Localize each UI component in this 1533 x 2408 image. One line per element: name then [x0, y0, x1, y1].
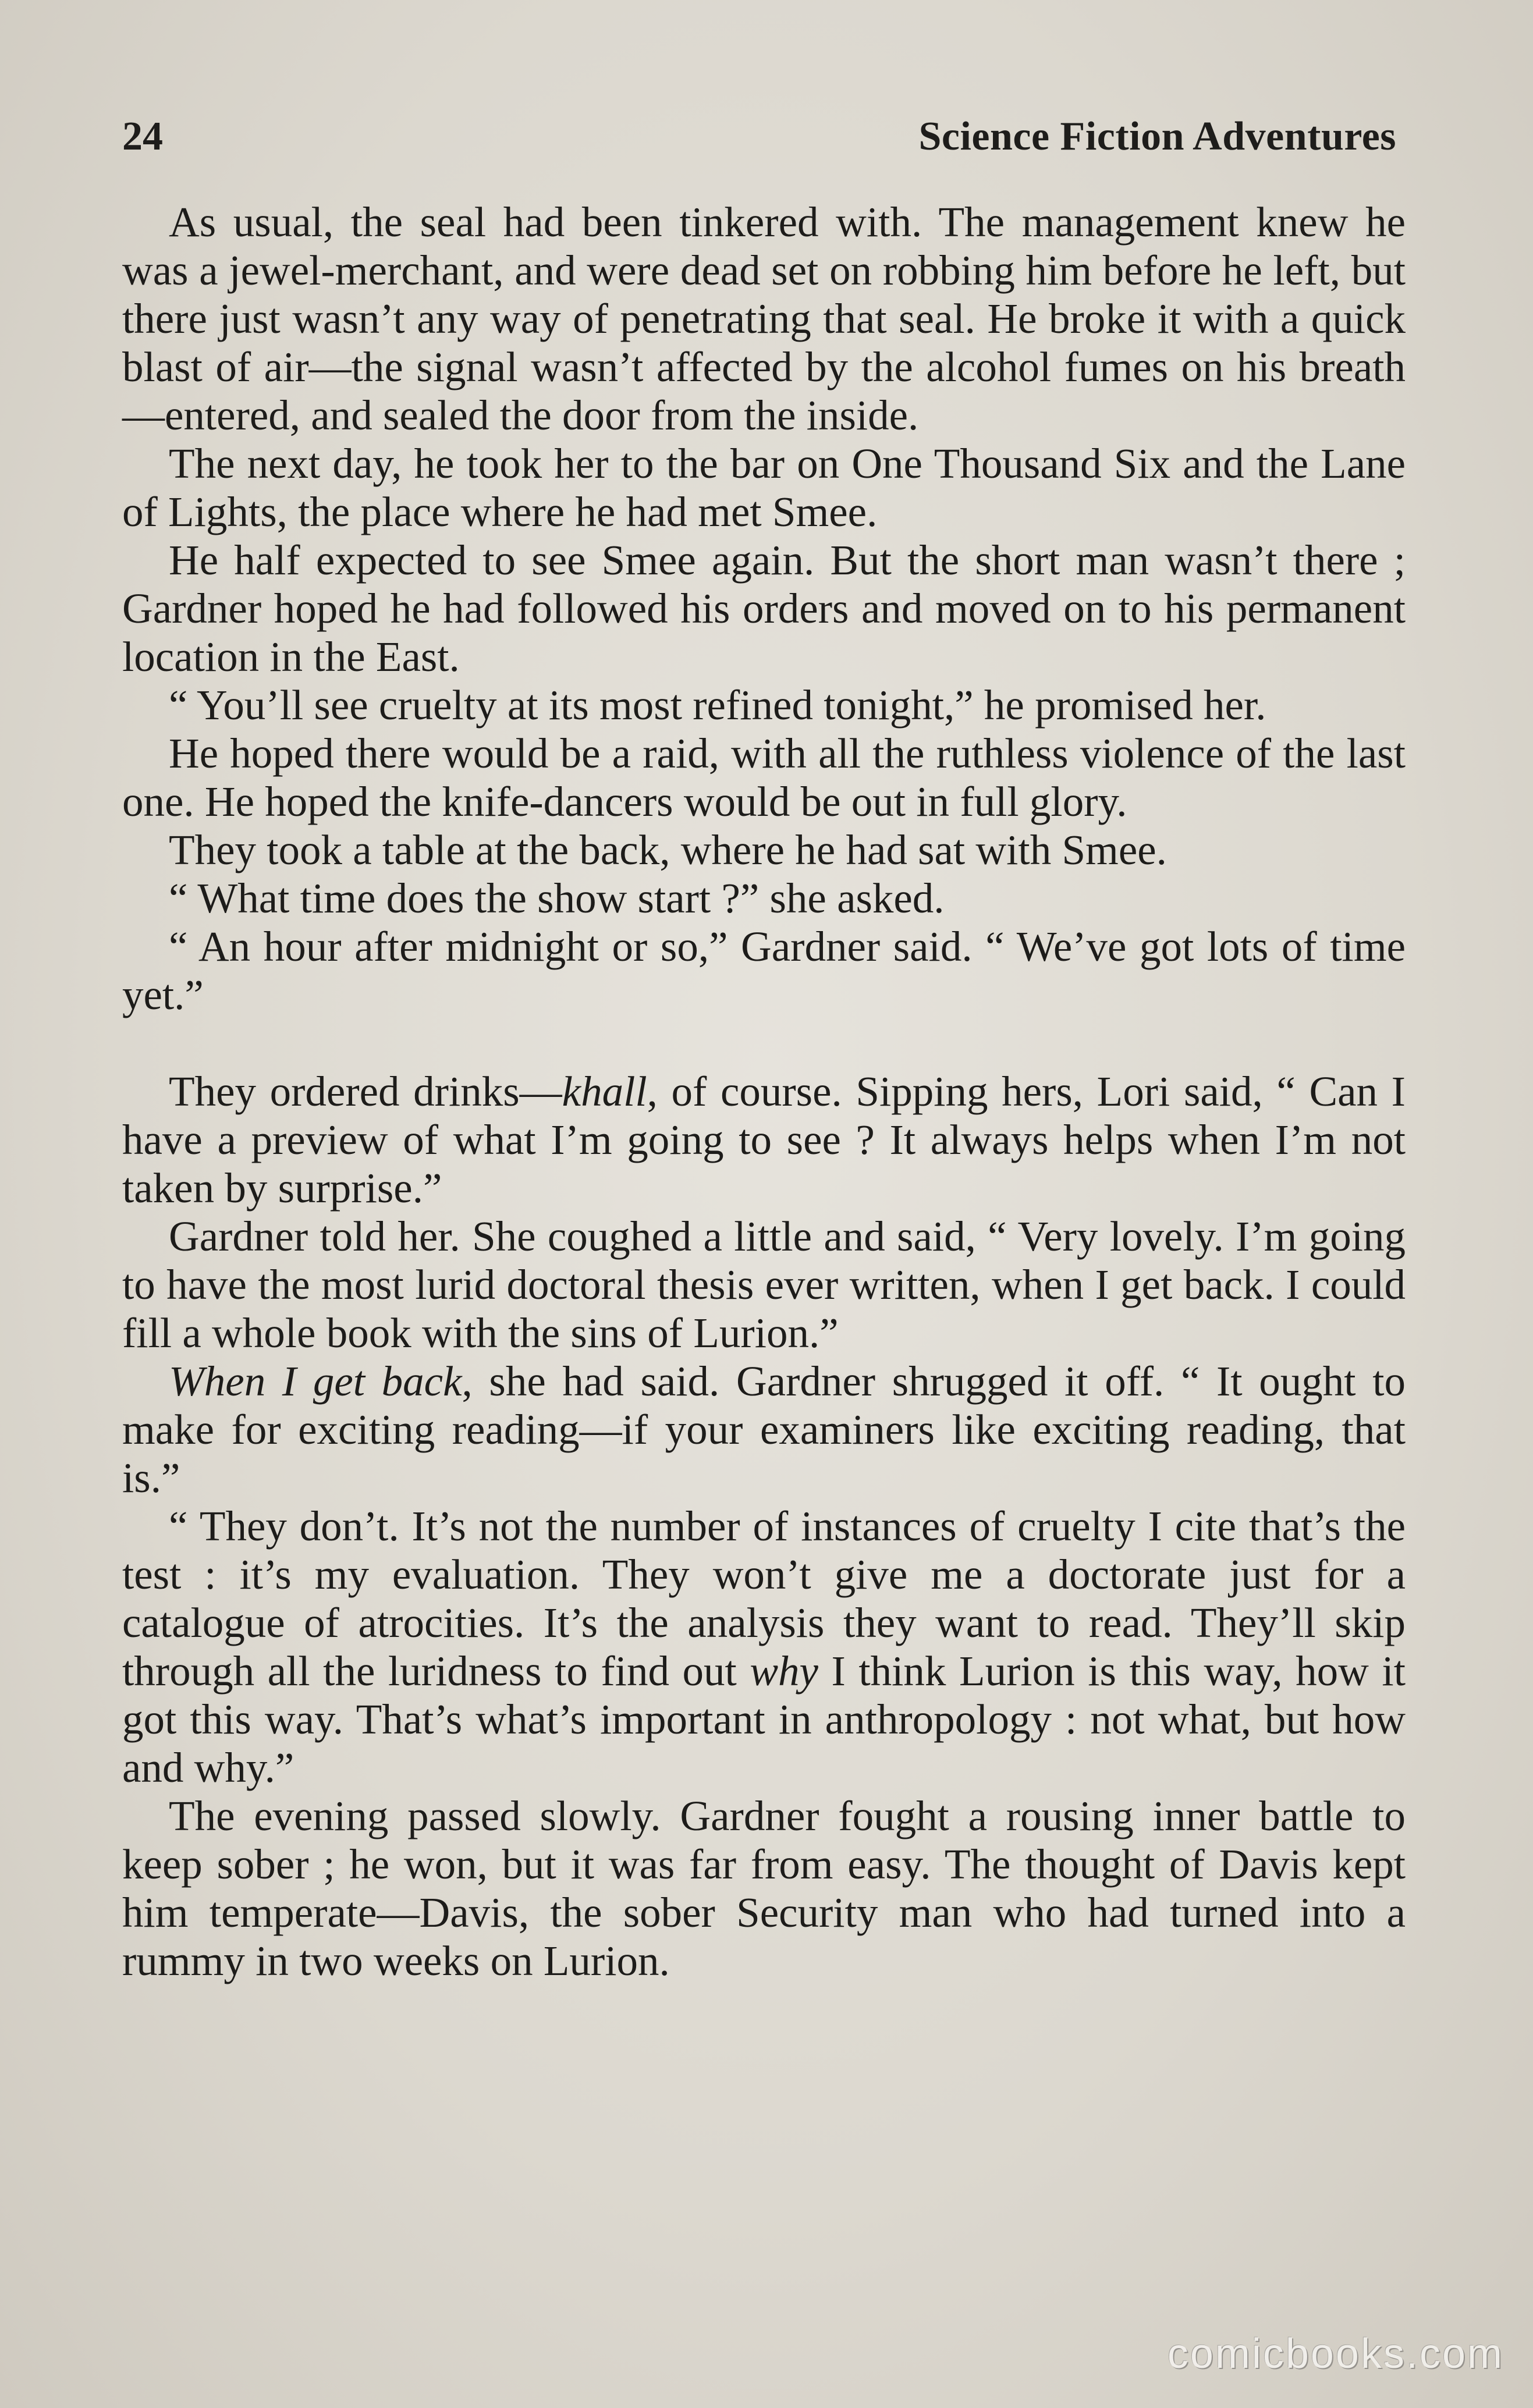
text-run: I think Lurion is this way, how it got this way. That’s what’s important in anthropology : not what, but how and why.”: [122, 1647, 1406, 1791]
paragraph: “ What time does the show start ?” she asked.: [169, 875, 945, 922]
paragraph: “ An hour after midnight or so,” Gardner said. “ We’ve got lots of time yet.”: [122, 923, 1406, 1018]
paragraph: “ You’ll see cruelty at its most refined tonight,” he promised her.: [169, 681, 1266, 729]
story-text: [122, 198, 1406, 1985]
text-run: They ordered drinks—: [169, 1068, 562, 1115]
paragraph: [122, 1357, 1406, 1502]
page-number: 24: [122, 114, 163, 159]
section-break: [122, 1019, 1406, 1067]
watermark: comicbooks.com: [1167, 2331, 1504, 2377]
text-run: , she had said. Gardner shrugged it off. “ It ought to make for exciting reading—if your examiners like exciting reading, that is.”: [122, 1358, 1406, 1501]
running-head: Science Fiction Adventures: [918, 114, 1396, 159]
paragraph: Gardner told her. She coughed a little and said, “ Very lovely. I’m going to have the most lurid doctoral thesis ever written, when I get back. I could fill a whole book with the sins of Lurion.”: [122, 1213, 1406, 1356]
italic-text: When I get back: [169, 1358, 462, 1405]
paragraph: [122, 1067, 1406, 1212]
paragraph: As usual, the seal had been tinkered with. The management knew he was a jewel-merchant, and were dead set on robbing him before he left, but there just wasn’t any way of penetrating that seal. He broke it with a quick blast of air—the signal wasn’t affected by the alcohol fumes on his breath—entered, and sealed the door from the inside.: [122, 198, 1406, 439]
paragraph: He half expected to see Smee again. But the short man wasn’t there ; Gardner hoped he had followed his orders and moved on to his permanent location in the East.: [122, 537, 1406, 680]
paragraph: They took a table at the back, where he had sat with Smee.: [169, 826, 1167, 873]
italic-text: why: [750, 1647, 818, 1695]
italic-text: khall: [562, 1068, 647, 1115]
paragraph: The evening passed slowly. Gardner fought a rousing inner battle to keep sober ; he won, but it was far from easy. The thought of Davis kept him temperate—Davis, the sober Security man who had turned into a rummy in two weeks on Lurion.: [122, 1792, 1406, 1984]
paragraph: He hoped there would be a raid, with all the ruthless violence of the last one. He hoped the knife-dancers would be out in full glory.: [122, 730, 1406, 825]
paragraph: [122, 1502, 1406, 1792]
text-run: , of course. Sipping hers, Lori said, “ Can I have a preview of what I’m going to see ? It always helps when I’m not taken by surprise.”: [122, 1068, 1406, 1212]
text-run: “ They don’t. It’s not the number of instances of cruelty I cite that’s the test : it’s my evaluation. They won’t give me a doctorate just for a catalogue of atrocities. It’s the analysis they want to read. They’ll skip through all the luridness to find out: [122, 1503, 1406, 1695]
page-header: [122, 111, 1396, 163]
paragraph: The next day, he took her to the bar on One Thousand Six and the Lane of Lights, the place where he had met Smee.: [122, 440, 1406, 535]
